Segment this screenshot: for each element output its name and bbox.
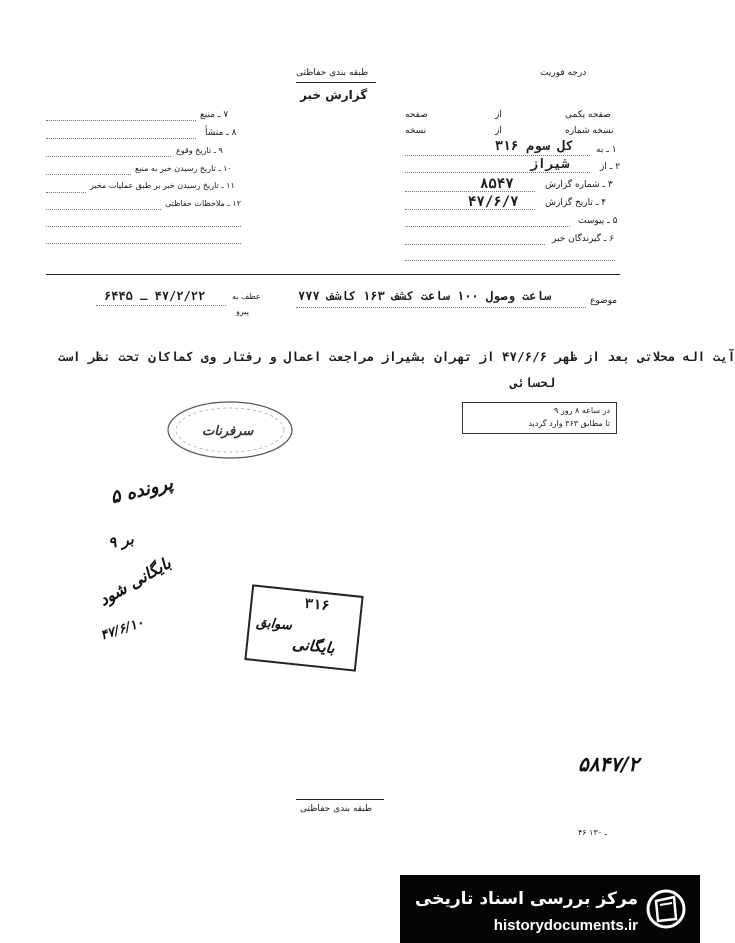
handwriting-note-2: ۹ بر — [106, 529, 136, 553]
oval-stamp-text: سرفرنات — [202, 424, 254, 439]
copy-label: نسخه — [405, 126, 427, 136]
received-stamp — [462, 402, 617, 434]
watermark-title: مرکز بررسی اسناد تاریخی — [415, 889, 638, 909]
dotted-line — [405, 155, 590, 156]
attachment-label: ۵ ـ پیوست — [578, 216, 618, 226]
copy-row-label: نسخه شماره — [565, 126, 614, 136]
report-date-value: ۴۷/۶/۷ — [468, 194, 519, 210]
dotted-line — [46, 120, 196, 121]
dotted-line — [405, 191, 535, 192]
archive-logo-icon — [646, 889, 686, 929]
archive-stamp-word-2: بایگانی — [291, 634, 336, 658]
dotted-line — [46, 138, 196, 139]
body-line-2: لحسائی — [510, 375, 556, 390]
section-divider — [46, 274, 620, 275]
form-code: ۴۶ ـ ۱۳۰ — [578, 828, 607, 837]
dotted-line — [46, 192, 86, 193]
form-title: گزارش خبر — [300, 88, 368, 102]
report-no-label: ۳ ـ شماره گزارش — [545, 180, 613, 190]
archive-stamp-word-1: سوابق — [255, 615, 293, 634]
handwriting-note-1: ۵ پرونده — [108, 472, 176, 509]
to-value: کل سوم ۳۱۶ — [495, 139, 574, 154]
body-line-1: آیت اله محلاتی بعد از ظهر ۴۷/۶/۶ از تهران بشیراز مراجعت اعمال و رفتار وی کماکان تحت نظر است — [58, 349, 735, 364]
dotted-line — [405, 172, 590, 173]
dotted-line — [46, 209, 161, 210]
subject-text: ساعت وصول ۱۰۰ ساعت کشف ۱۶۳ کاشف ۷۷۷ — [298, 289, 551, 303]
report-no-value: ۸۵۴۷ — [480, 176, 514, 192]
dotted-line — [46, 243, 241, 244]
classification-top: طبقه بندی حفاظتی — [296, 68, 369, 78]
watermark-banner — [400, 875, 700, 943]
dotted-line — [46, 156, 171, 157]
from-label: ۲ ـ از — [600, 162, 621, 172]
field-source: ۷ ـ منبع — [200, 110, 229, 120]
dotted-line — [296, 307, 586, 308]
ref-label-2: پیرو — [236, 307, 249, 316]
archive-stamp — [244, 584, 363, 671]
subject-label: موضوع — [590, 296, 618, 306]
footer-classification: طبقه بندی حفاظتی — [300, 804, 373, 814]
to-label: ۱ ـ به — [596, 145, 617, 155]
document-number: ۵۸۴۷/۲ — [578, 752, 640, 776]
ref-label: عطف به — [232, 292, 261, 301]
dotted-line — [405, 209, 535, 210]
received-stamp-line-1: در ساعه ۸ روز ۹ — [554, 406, 610, 415]
dotted-line — [96, 305, 226, 306]
handwriting-date: ۴۷/۶/۱۰ — [98, 615, 146, 644]
page-from: از — [495, 110, 502, 120]
field-protection-notes: ۱۲ ـ ملاحظات حفاظتی — [165, 199, 241, 208]
report-date-label: ۴ ـ تاریخ گزارش — [545, 198, 607, 208]
field-op-date: ۱۱ ـ تاریخ رسیدن خبر بر طبق عملیات مخبر — [90, 181, 235, 190]
field-receipt-date: ۱۰ ـ تاریخ رسیدن خبر به منبع — [135, 164, 232, 173]
received-stamp-line-2: تا مطابق ۳۶۳ وارد گردید — [528, 419, 610, 428]
watermark-url[interactable]: historydocuments.ir — [493, 917, 638, 934]
classification-underline — [296, 82, 376, 83]
recipients-label: ۶ ـ گیرندگان خبر — [552, 234, 615, 244]
dotted-line — [46, 226, 241, 227]
footer-classification-line — [296, 799, 384, 800]
page-row-label: صفحه یکمی — [565, 110, 611, 120]
from-value: شیراز — [530, 157, 570, 172]
dotted-line — [405, 244, 545, 245]
dotted-line — [405, 260, 615, 261]
dotted-line — [46, 174, 131, 175]
secrecy-level-label: درجه فوریت — [540, 68, 587, 78]
page-label: صفحه — [405, 110, 428, 120]
handwriting-note-3: بایگانی شود — [95, 553, 175, 610]
dotted-line — [405, 226, 570, 227]
field-origin: ۸ ـ منشأ — [205, 128, 237, 138]
copy-from: از — [495, 126, 502, 136]
ref-value: ۴۷/۲/۲۲ ـ ۶۴۴۵ — [104, 289, 206, 303]
archive-stamp-number: ۳۱۶ — [303, 595, 331, 615]
field-event-date: ۹ ـ تاریخ وقوع — [176, 146, 223, 155]
